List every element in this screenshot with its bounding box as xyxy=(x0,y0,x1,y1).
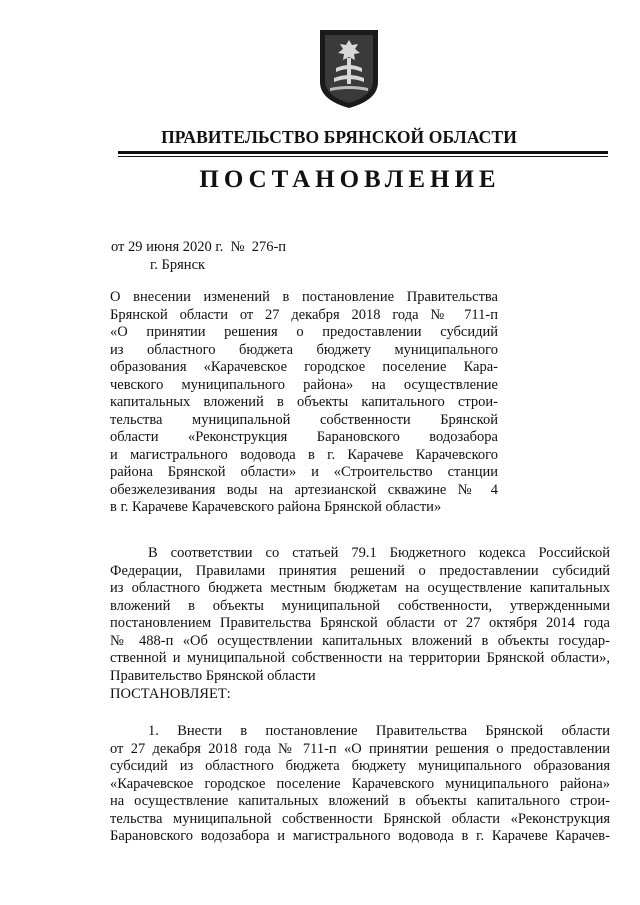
subject-line: области «Реконструкция Барановского водозабора xyxy=(110,429,498,445)
preamble-line: ственной и муниципальной собственности на территории Брянской области», xyxy=(110,650,610,666)
preamble-line: В соответствии со статьей 79.1 Бюджетного кодекса Российской xyxy=(148,545,610,561)
subject-line: капитальных вложений в объекты капитального строи- xyxy=(110,394,498,410)
document-subject xyxy=(110,289,498,517)
subject-line: образования «Карачевское городское поселение Кара- xyxy=(110,359,498,375)
subject-line: обезжелезивания воды на артезианской скважине № 4 xyxy=(110,481,498,498)
subject-line: в г. Карачеве Карачевского района Брянской области» xyxy=(110,499,442,515)
clause-1 xyxy=(110,723,610,846)
header-rule-thick xyxy=(118,151,608,154)
clause-line: 1. Внести в постановление Правительства Брянской области xyxy=(148,723,610,739)
resolve-heading: ПОСТАНОВЛЯЕТ: xyxy=(110,686,231,702)
preamble-line: Правительство Брянской области xyxy=(110,667,316,684)
coat-of-arms-icon xyxy=(318,28,380,110)
document-date-number xyxy=(111,239,286,256)
clause-line: «Карачевское городское поселение Карачевского муниципального района» xyxy=(110,775,610,792)
preamble-line: № 488-п «Об осуществлении капитальных вложений в объекты государ- xyxy=(110,632,610,649)
clause-line: на осуществление капитальных вложений в объекты капитального строи- xyxy=(110,793,610,809)
subject-line: района Брянской области» и «Строительство станции xyxy=(110,464,498,480)
subject-line: чевского муниципального района» на осуществление xyxy=(110,376,498,393)
document-title: ПОСТАНОВЛЕНИЕ xyxy=(199,166,501,193)
document-number: № 276-п xyxy=(230,239,287,255)
subject-line: Брянской области от 27 декабря 2018 года № 711-п xyxy=(110,306,498,323)
clause-line: тельства муниципальной собственности Брянской области «Реконструкция xyxy=(110,810,610,827)
clause-line: Барановского водозабора и магистрального водовода в г. Карачеве Карачев- xyxy=(110,828,610,844)
subject-line: из областного бюджета бюджету муниципального xyxy=(110,341,498,358)
preamble-paragraph xyxy=(110,545,610,685)
subject-line: тельства муниципальной собственности Брянской xyxy=(110,411,498,428)
clause-line: субсидий из областного бюджета бюджету муниципального образования xyxy=(110,758,610,774)
subject-line: и магистрального водовода в г. Карачеве Карачевского xyxy=(110,446,498,463)
header-rule-thin xyxy=(118,156,608,157)
subject-line: «О принятии решения о предоставлении субсидий xyxy=(110,324,498,340)
preamble-line: вложений в объекты муниципальной собственности, утвержденными xyxy=(110,597,610,614)
preamble-line: постановлением Правительства Брянской области от 27 октября 2014 года xyxy=(110,615,610,631)
document-date: от 29 июня 2020 г. xyxy=(111,239,224,255)
preamble-line: из областного бюджета местным бюджетам на осуществление капитальных xyxy=(110,580,610,596)
clause-line: от 27 декабря 2018 года № 711-п «О принятии решения о предоставлении xyxy=(110,740,610,757)
organization-name: ПРАВИТЕЛЬСТВО БРЯНСКОЙ ОБЛАСТИ xyxy=(161,127,517,147)
document-city: г. Брянск xyxy=(150,257,206,273)
subject-line: О внесении изменений в постановление Правительства xyxy=(110,289,498,305)
preamble-line: Федерации, Правилами принятия решений о предоставлении субсидий xyxy=(110,562,610,579)
